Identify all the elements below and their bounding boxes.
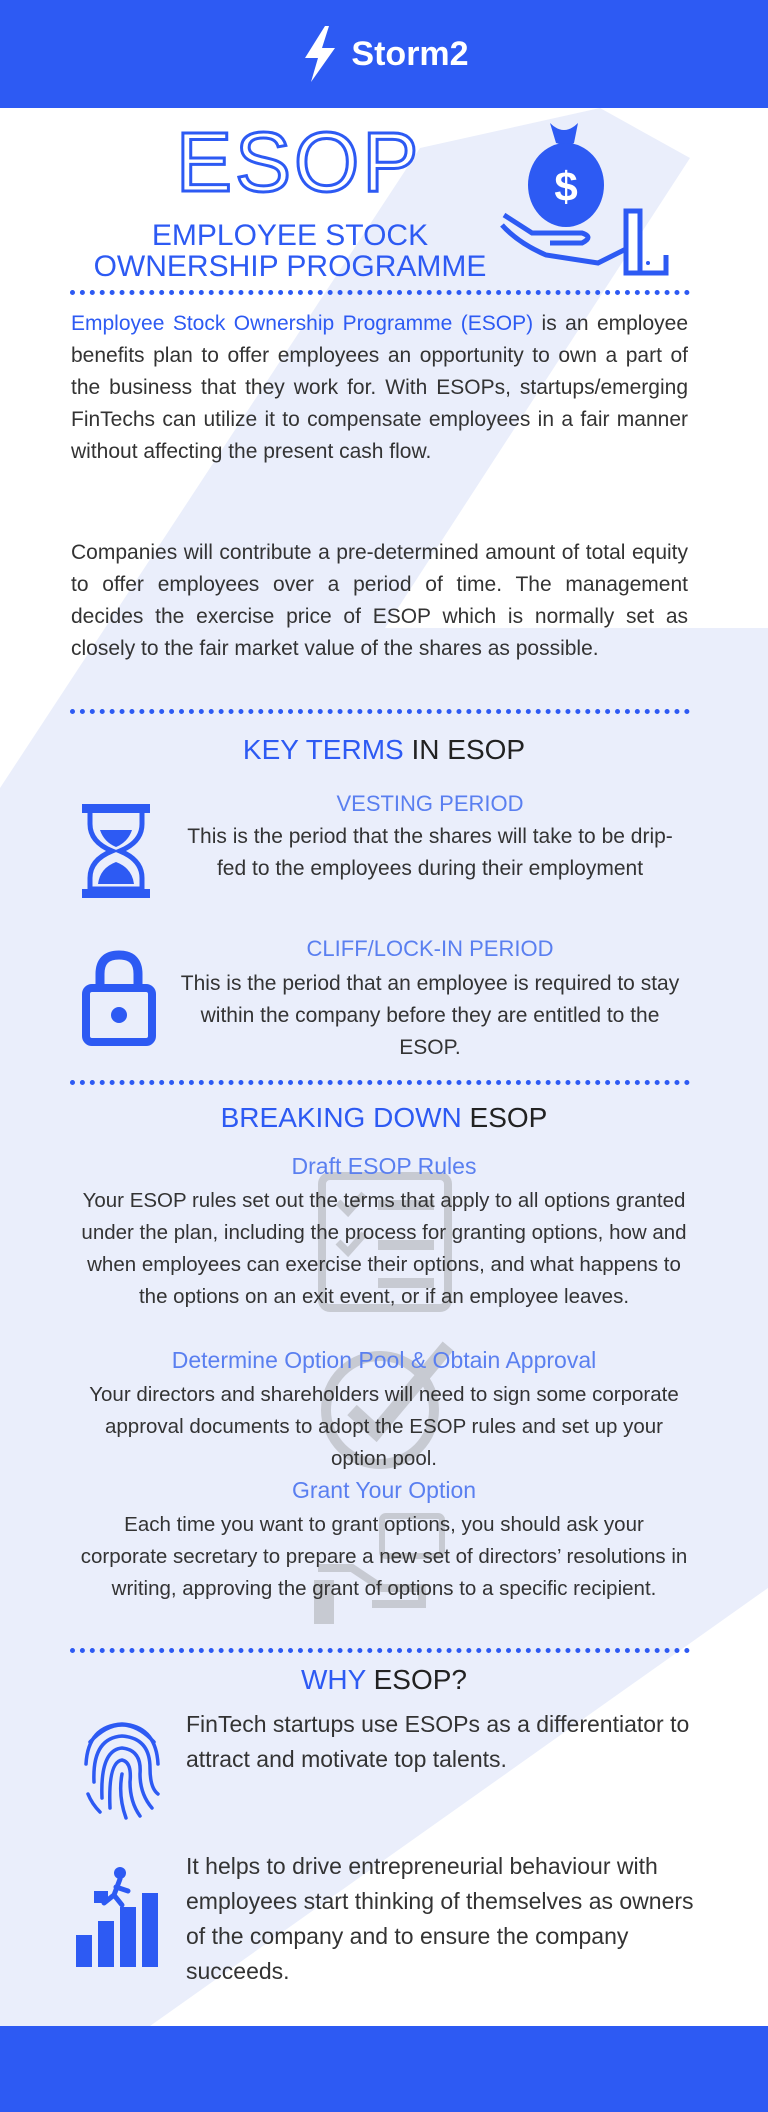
key-terms-title-rest: IN ESOP [403,734,526,765]
footer-bar [0,2026,768,2112]
why-title-highlight: WHY [301,1664,366,1695]
dotted-divider [70,290,690,295]
term-body-vesting: This is the period that the shares will take to be drip-fed to the employees during their employment [187,825,673,880]
term-title-cliff: CLIFF/LOCK-IN PERIOD [306,936,554,961]
why-esop-title [0,1664,768,1696]
svg-text:$: $ [554,163,578,210]
why-item-entrepreneurial: It helps to drive entrepreneurial behaviour with employees start thinking of themselves as owners of the company and to ensure the company succeeds. [186,1853,694,1984]
why-title-rest: ESOP? [365,1664,467,1695]
step-title-grant-option: Grant Your Option [291,1477,477,1503]
padlock-icon [82,950,156,1046]
money-bag-hand-icon [498,115,678,285]
brand-logo [299,24,468,84]
breaking-down-title [0,1102,768,1134]
term-title-vesting: VESTING PERIOD [336,791,524,816]
step-title-draft-rules: Draft ESOP Rules [291,1153,477,1179]
dotted-divider [70,1648,690,1653]
breaking-down-title-rest: ESOP [461,1102,548,1133]
term-body-cliff: This is the period that an employee is required to stay within the company before they are entitled to the ESOP. [180,972,680,1059]
why-item-attract-talent: FinTech startups use ESOPs as a differentiator to attract and motivate top talents. [186,1711,690,1772]
hourglass-icon [80,802,152,900]
step-body-draft-rules: Your ESOP rules set out the terms that apply to all options granted under the plan, including the process for granting options, how and when employees can exercise their options, and what happens to the options on an exit event, or if an employee leaves. [81,1189,687,1308]
page-title: ESOP [176,115,422,209]
intro-highlight: Employee Stock Ownership Programme (ESOP) [71,312,534,335]
key-terms-title [0,734,768,766]
brand-name: Storm2 [351,34,469,73]
step-body-option-pool: Your directors and shareholders will need to sign some corporate approval documents to adopt the ESOP rules and set up your option pool. [89,1383,679,1470]
brand-header [0,0,768,108]
page-subtitle: EMPLOYEE STOCK OWNERSHIP PROGRAMME [93,219,487,283]
dotted-divider [70,1080,690,1085]
fingerprint-icon [82,1712,162,1822]
equity-paragraph: Companies will contribute a pre-determined amount of total equity to offer employees over a period of time. The management decides the exercise price of ESOP which is normally set as closely to the fair market value of the shares as possible. [71,541,688,660]
intro-text: is an employee benefits plan to offer employees an opportunity to own a part of the business that they work for. With ESOPs, startups/emerging FinTechs can utilize it to compensate employees in a fair manner without affecting the present cash flow. [71,312,688,463]
lightning-bolt-icon [299,24,339,84]
dotted-divider [70,709,690,714]
breaking-down-title-highlight: BREAKING DOWN [220,1102,462,1133]
growth-chart-climber-icon [74,1865,164,1969]
step-title-option-pool: Determine Option Pool & Obtain Approval [171,1347,597,1373]
intro-paragraph [71,308,688,468]
key-terms-title-highlight: KEY TERMS [242,734,404,765]
step-body-grant-option: Each time you want to grant options, you should ask your corporate secretary to prepare a new set of directors’ resolutions in writing, approving the grant of options to a specific recipient. [80,1513,688,1600]
